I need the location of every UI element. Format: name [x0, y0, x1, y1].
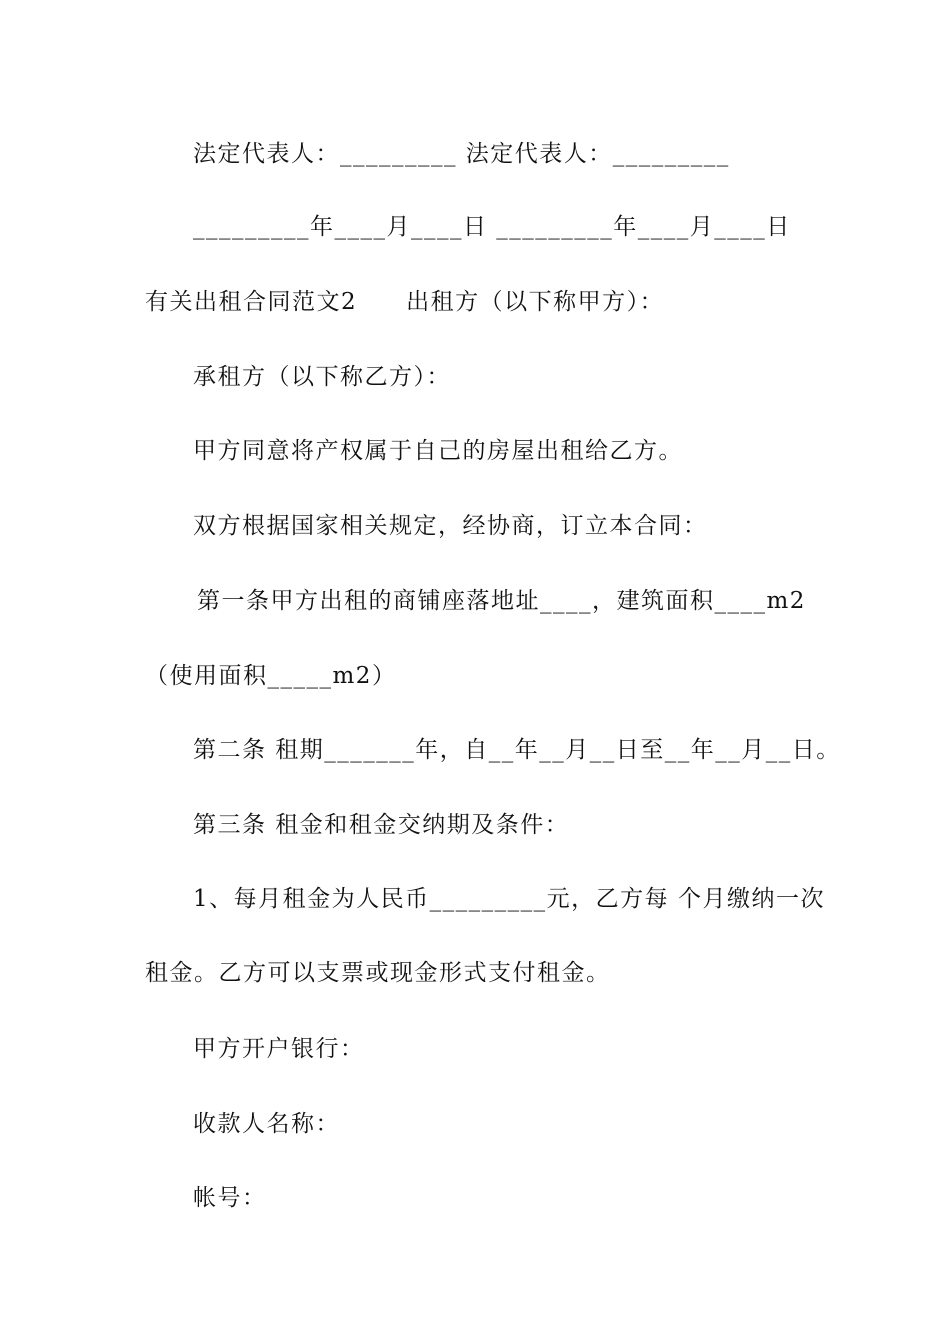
paragraph-agreement: 甲方同意将产权属于自己的房屋出租给乙方。 [193, 438, 683, 464]
bank-line: 甲方开户银行： [193, 1036, 365, 1062]
clause-one-continuation: （使用面积_____m2） [145, 663, 397, 689]
paragraph-basis: 双方根据国家相关规定，经协商，订立本合同： [193, 513, 708, 539]
lessee-line: 承租方（以下称乙方）： [193, 364, 451, 390]
clause-three-line: 第三条 租金和租金交纳期及条件： [193, 812, 570, 838]
document-title-line: 有关出租合同范文2 出租方（以下称甲方）： [145, 289, 665, 315]
payee-line: 收款人名称： [193, 1111, 340, 1137]
signature-line: 法定代表人：_________ 法定代表人：_________ [193, 141, 730, 167]
clause-two-line: 第二条 租期_______年，自__年__月__日至__年__月__日。 [193, 737, 841, 763]
rent-item-line: 1、每月租金为人民币_________元，乙方每 个月缴纳一次 [193, 886, 825, 912]
account-line: 帐号： [193, 1185, 267, 1211]
date-line: _________年____月____日 _________年____月____日 [193, 214, 791, 240]
rent-item-continuation: 租金。乙方可以支票或现金形式支付租金。 [145, 960, 611, 986]
clause-one-line: 第一条甲方出租的商铺座落地址____，建筑面积____m2 [197, 588, 806, 614]
